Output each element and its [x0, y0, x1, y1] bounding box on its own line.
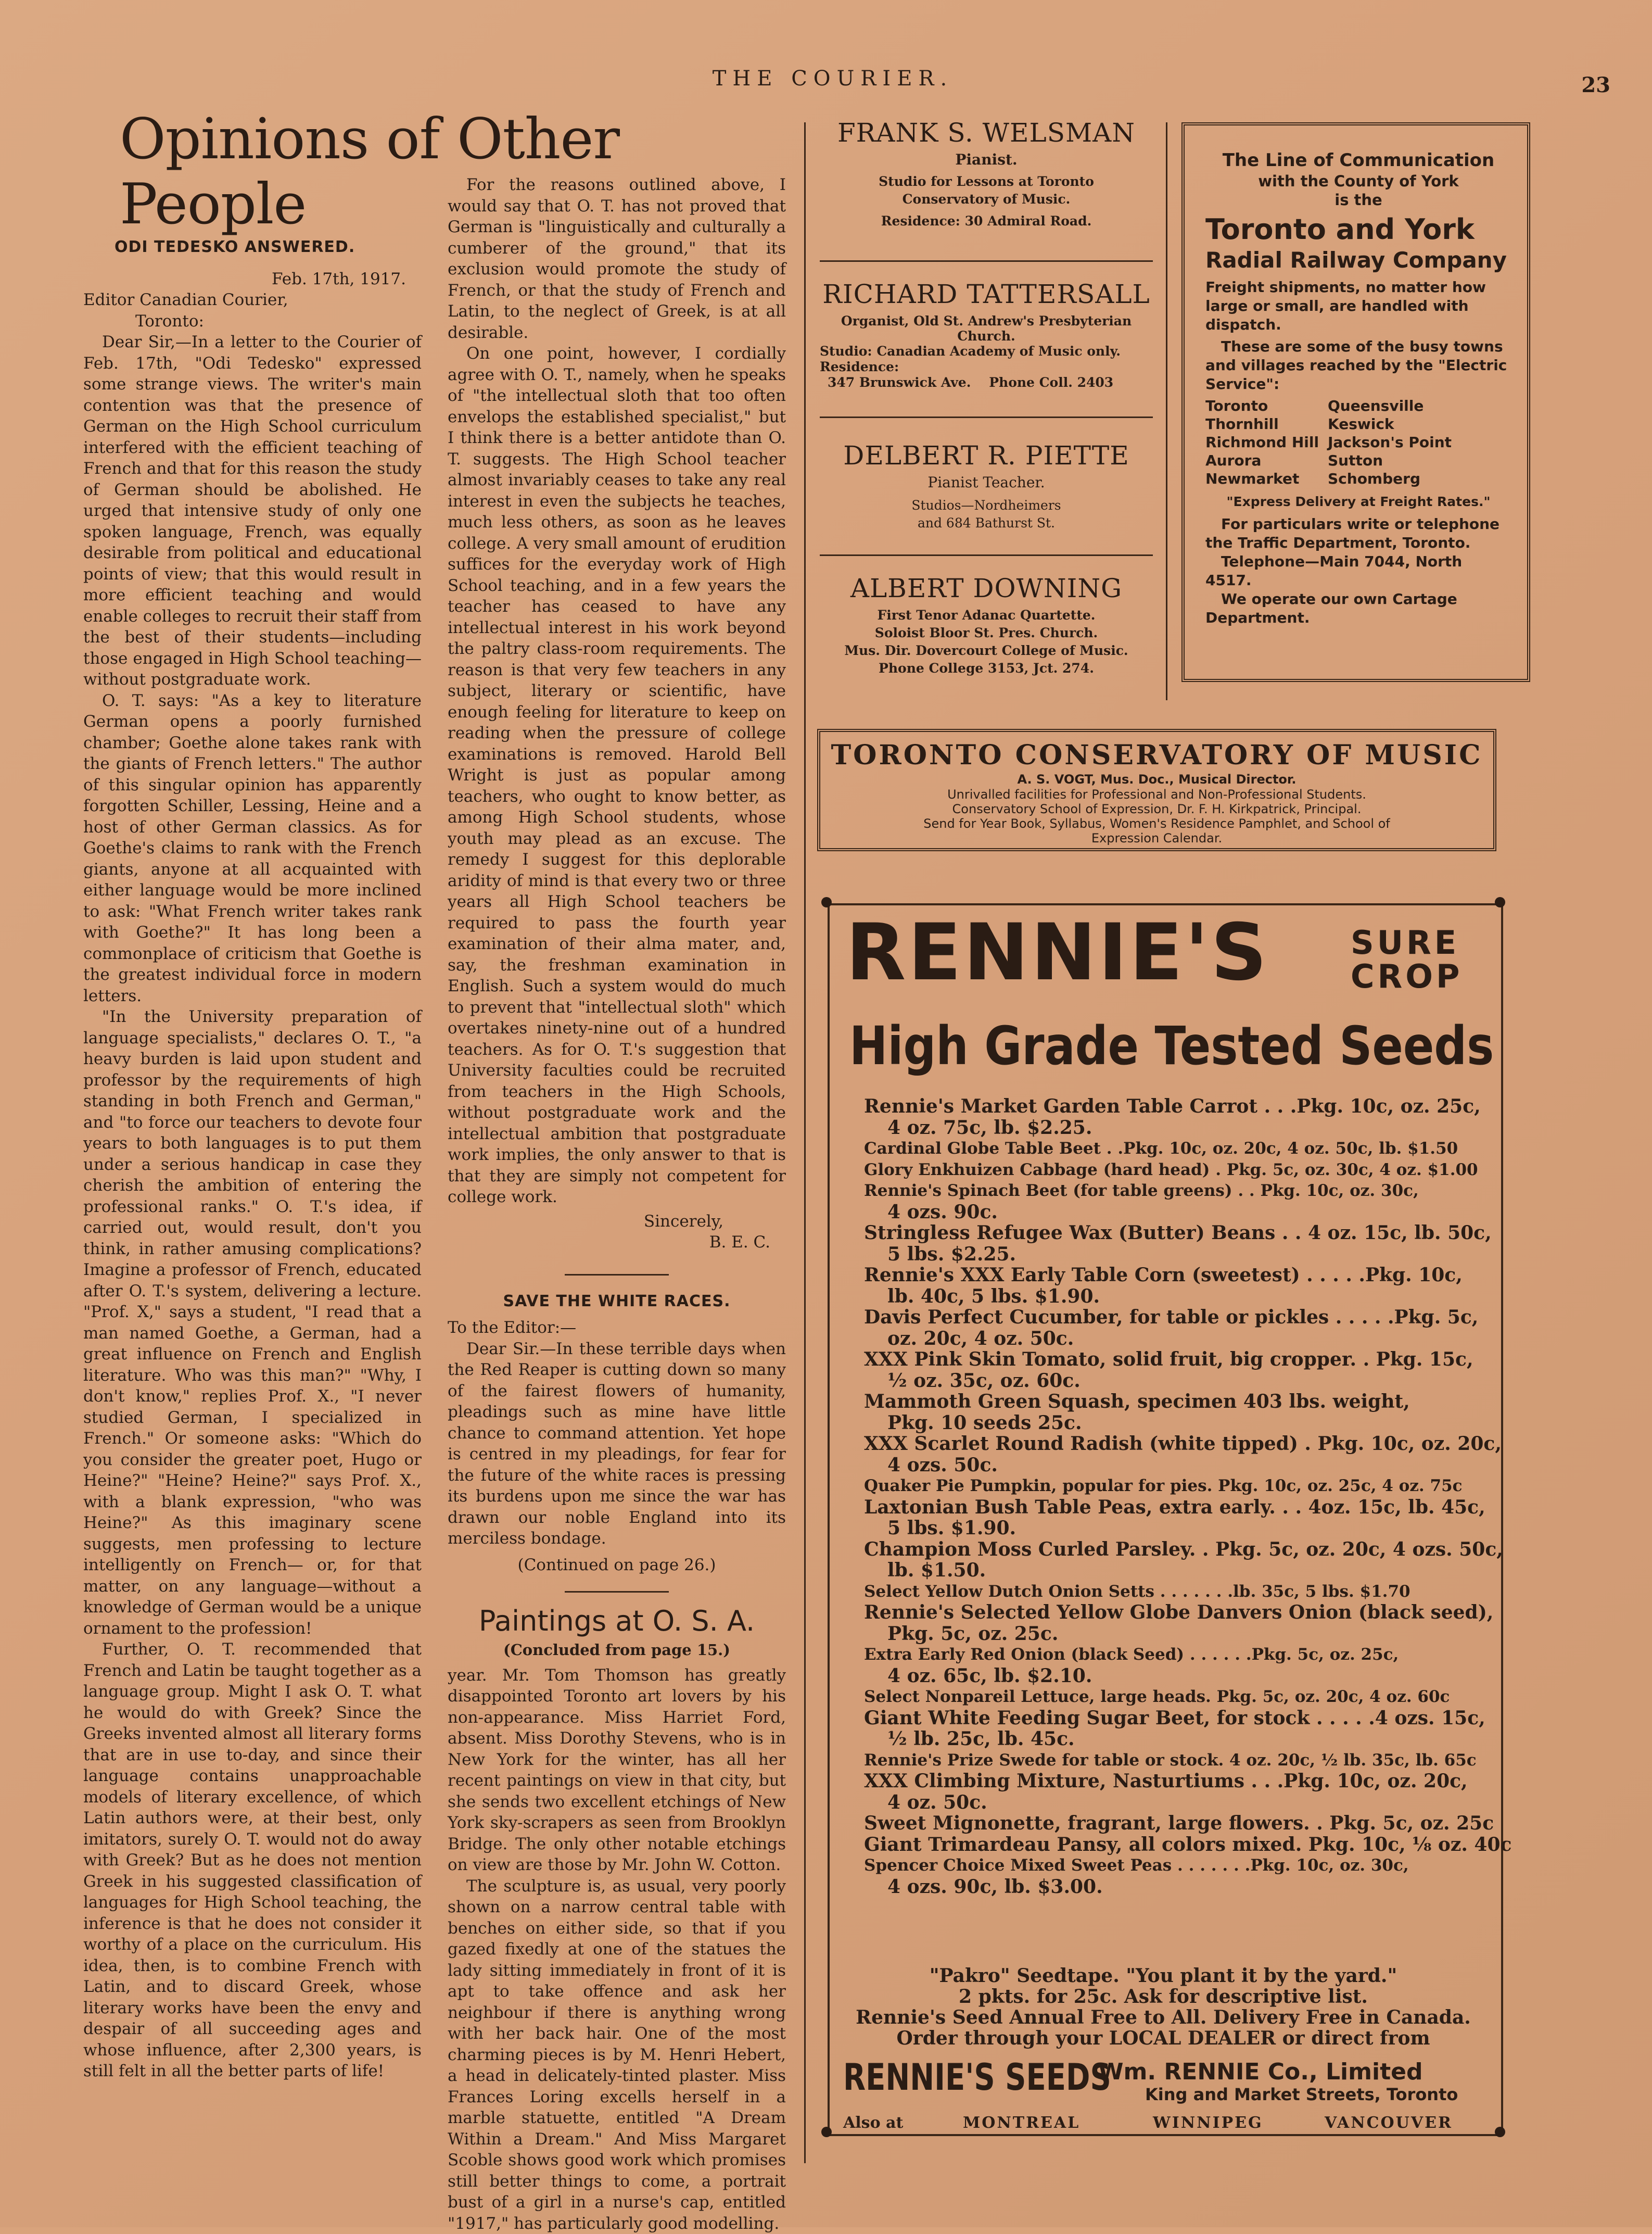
seed-item-line: Rennie's XXX Early Table Corn (sweetest) . . . . .Pkg. 10c,	[864, 1265, 1483, 1285]
divider	[565, 1274, 669, 1276]
towns-list	[1205, 397, 1511, 488]
seed-item-line: Stringless Refugee Wax (Butter) Beans . . 4 oz. 15c, lb. 50c,	[864, 1222, 1483, 1243]
seed-item-line: Giant Trimardeau Pansy, all colors mixed. Pkg. 10c, ⅛ oz. 40c	[864, 1834, 1483, 1855]
seed-item-line: Laxtonian Bush Table Peas, extra early. . . 4oz. 15c, lb. 45c,	[864, 1497, 1483, 1518]
card-name: ALBERT DOWNING	[817, 570, 1155, 607]
rennie-crop: CROP	[1351, 961, 1463, 993]
ad-line: Send for Year Book, Syllabus, Women's Residence Pamphlet, and School of	[831, 816, 1483, 831]
paintings-title: Paintings at O. S. A.	[448, 1603, 786, 1639]
card-name: FRANK S. WELSMAN	[817, 115, 1155, 151]
seed-item-line: Pkg. 10 seeds 25c.	[864, 1412, 1507, 1433]
divider	[820, 554, 1153, 556]
town-name: Toronto	[1205, 397, 1328, 415]
rennie-headline: High Grade Tested Seeds	[849, 1015, 1395, 1078]
card-line: Pianist.	[817, 151, 1155, 169]
town-name: Jackson's Point	[1328, 433, 1452, 451]
card-line: and 684 Bathurst St.	[817, 514, 1155, 532]
card-name: RICHARD TATTERSALL	[817, 276, 1155, 312]
footer-line: 2 pkts. for 25c. Ask for descriptive list.	[843, 1986, 1483, 2007]
town-row	[1205, 397, 1511, 415]
corner-dot	[1495, 897, 1505, 907]
card-line: Soloist Bloor St. Pres. Church.	[817, 624, 1155, 642]
card-line: Pianist Teacher.	[817, 474, 1155, 491]
paintings-paragraph: The sculpture is, as usual, very poorly shown on a narrow central table with benches on either side, so that if you gazed fixedly at one of the statues the lady sitting immediately in front of it is apt to take offence and ask her neighbour if there is anything wrong with her back hair. One of the most charming pieces is by M. Henri Hebert, a head in delicately-tinted plaster. Miss Frances Loring excells herself in a marble statuette, entitled "A Dream Within a Dream." And Miss Margaret Scoble shows good work which promises still better things to come, a portrait bust of a girl in a nurse's cap, entitled "1917," has particularly good modelling.	[448, 1876, 786, 2234]
seed-item-line: Giant White Feeding Sugar Beet, for stock . . . . .4 ozs. 15c,	[864, 1708, 1483, 1728]
divider	[820, 416, 1153, 418]
races-paragraph: Dear Sir.—In these terrible days when the Red Reaper is cutting down so many of the fairest flowers of humanity, pleadings such as mine have little chance to command attention. Yet hope is centred in my pleadings, for fear for the future of the white races is pressing its burdens upon me since the war has drawn our noble England into its merciless bondage.	[448, 1339, 786, 1549]
seed-item-line: Rennie's Market Garden Table Carrot . . .Pkg. 10c, oz. 25c,	[864, 1096, 1483, 1117]
card-line: Mus. Dir. Dovercourt College of Music.	[817, 642, 1155, 660]
town-name: Schomberg	[1328, 470, 1420, 488]
article-title: Opinions of Other People	[120, 107, 796, 237]
article-date: Feb. 17th, 1917.	[83, 269, 406, 290]
article-paragraph: For the reasons outlined above, I would say that O. T. has not proved that German is "linguistically and culturally a cumberer of the ground," that its exclusion would promote the study of French, or that the study of French and Latin, to the neglect of Greek, is at all desirable.	[448, 174, 786, 343]
card-line: Studio for Lessons at Toronto	[817, 173, 1155, 191]
signature: B. E. C.	[448, 1232, 770, 1253]
seed-item-line: ½ lb. 25c, lb. 45c.	[864, 1728, 1507, 1749]
town-row	[1205, 433, 1511, 451]
paintings-concluded: (Concluded from page 15.)	[448, 1639, 786, 1661]
seed-item-line: lb. $1.50.	[864, 1560, 1507, 1581]
ad-company-name: Toronto and York	[1205, 212, 1511, 247]
rennie-brand: RENNIE'S	[846, 908, 1269, 997]
seed-item-line: 4 oz. 50c.	[864, 1792, 1507, 1813]
ad-line: Conservatory School of Expression, Dr. F. H. Kirkpatrick, Principal.	[831, 802, 1483, 816]
seed-item-line: Davis Perfect Cucumber, for table or pickles . . . . .Pkg. 5c,	[864, 1307, 1483, 1328]
seed-item-line: oz. 20c, 4 oz. 50c.	[864, 1328, 1507, 1349]
town-row	[1205, 451, 1511, 470]
seed-item-line: XXX Scarlet Round Radish (white tipped) . Pkg. 10c, oz. 20c,	[864, 1433, 1483, 1454]
ad-text: For particulars write or telephone the Traffic Department, Toronto.	[1205, 515, 1511, 552]
city-montreal: MONTREAL	[963, 2114, 1080, 2132]
seed-item-line: Champion Moss Curled Parsley. . Pkg. 5c, oz. 20c, 4 ozs. 50c,	[864, 1539, 1483, 1560]
card-piette	[817, 437, 1155, 532]
seed-item-line: 4 ozs. 90c, lb. $3.00.	[864, 1876, 1507, 1897]
card-line: Residence: 30 Admiral Road.	[817, 212, 1155, 230]
article-column-2	[448, 174, 786, 2234]
also-at: Also at	[843, 2114, 903, 2132]
seed-item-line: Extra Early Red Onion (black Seed) . . . . . .Pkg. 5c, oz. 25c,	[864, 1644, 1483, 1665]
card-line: Church.	[817, 330, 1155, 343]
seed-item-line: Rennie's Selected Yellow Globe Danvers Onion (black seed),	[864, 1602, 1483, 1623]
seed-item-line: Select Nonpareil Lettuce, large heads. Pkg. 5c, oz. 20c, 4 oz. 60c	[864, 1686, 1483, 1707]
seed-item-line: XXX Climbing Mixture, Nasturtiums . . .Pkg. 10c, oz. 20c,	[864, 1771, 1483, 1791]
ad-line: with the County of York	[1205, 172, 1511, 191]
paintings-paragraph: year. Mr. Tom Thomson has greatly disappointed Toronto art lovers by his non-appearance. Miss Harriet Ford, absent. Miss Dorothy Stevens, who is in New York for the winter, has all her recent paintings on view in that city, but she sends two excellent etchings of New York sky-scrapers as seen from Brooklyn Bridge. The only other notable etchings on view are those by Mr. John W. Cotton.	[448, 1665, 786, 1876]
ad-text: We operate our own Cartage Department.	[1205, 590, 1511, 627]
rennie-address: King and Market Streets, Toronto	[1145, 2085, 1458, 2104]
rennie-company: Wm. RENNIE Co., Limited	[1098, 2059, 1422, 2085]
seed-item-line: Rennie's Spinach Beet (for table greens) . . Pkg. 10c, oz. 30c,	[864, 1180, 1483, 1201]
divider	[820, 260, 1153, 262]
seed-item-line: 5 lbs. $2.25.	[864, 1244, 1507, 1265]
town-row	[1205, 415, 1511, 433]
article-paragraph: Dear Sir,—In a letter to the Courier of Feb. 17th, "Odi Tedesko" expressed some strange views. The writer's main contention was that the presence of German on the High School curriculum interfered with the efficient teaching of French and that for this reason the study of German should be abolished. He urged that intensive study of only one spoken language, French, was equally desirable from political and educational points of view; that this would result in more efficient teaching and would enable colleges to recruit their staff from the best of their students—including those engaged in High School teaching—without postgraduate work.	[83, 332, 422, 690]
footer-line: Order through your LOCAL DEALER or direct from	[843, 2028, 1483, 2049]
card-line: Studios—Nordheimers	[817, 497, 1155, 514]
divider	[565, 1591, 669, 1593]
article-paragraph: O. T. says: "As a key to literature German opens a poorly furnished chamber; Goethe alone takes rank with the giants of French letters." The author of this singular opinion has apparently forgotten Schiller, Lessing, Heine and a host of other German classics. As for Goethe's claims to rank with the French giants, anyone at all acquainted with either language would be more inclined to ask: "What French writer takes rank with Goethe?" It has long been a commonplace of criticism that Goethe is the greatest individual force in modern letters.	[83, 690, 422, 1007]
city-winnipeg: WINNIPEG	[1153, 2114, 1263, 2132]
ad-text: Freight shipments, no matter how large or small, are handled with dispatch.	[1205, 278, 1511, 334]
seed-item-line: ½ oz. 35c, oz. 60c.	[864, 1370, 1507, 1391]
seed-item-line: Sweet Mignonette, fragrant, large flowers. . Pkg. 5c, oz. 25c	[864, 1813, 1483, 1834]
seed-item-line: Quaker Pie Pumpkin, popular for pies. Pkg. 10c, oz. 25c, 4 oz. 75c	[864, 1475, 1483, 1496]
card-line: 347 Brunswick Ave. Phone Coll. 2403	[817, 374, 1155, 392]
ad-text: Telephone—Main 7044, North 4517.	[1205, 552, 1511, 590]
seed-item-line: Cardinal Globe Table Beet . .Pkg. 10c, oz. 20c, 4 oz. 50c, lb. $1.50	[864, 1138, 1483, 1159]
ad-line: A. S. VOGT, Mus. Doc., Musical Director.	[831, 772, 1483, 787]
article-paragraph: "In the University preparation of language specialists," declares O. T., "a heavy burden is laid upon student and professor by the requirements of high standing in both French and German," and "to force our teachers to devote four years to both languages is to put them under a serious handicap in case they cherish the ambition of entering the professional ranks." O. T.'s idea, if carried out, would result, don't you think, in rather amusing complications? Imagine a professor of French, educated after O. T.'s system, delivering a lecture. "Prof. X," says a student, "I read that a man named Goethe, a German, had a great influence on French and English literature. Who was this man?" "Why, I don't know," replies Prof. X., "I never studied German, I specialized in French." Or someone asks: "Which do you consider the greater poet, Hugo or Heine?" "Heine? Heine?" says Prof. X., with a blank expression, "who was Heine?" As this imaginary scene suggests, men professing to lecture intelligently on French— or, for that matter, on any language—without a knowledge of German would be a unique ornament to the profession!	[83, 1006, 422, 1639]
town-name: Thornhill	[1205, 415, 1328, 433]
card-line: Organist, Old St. Andrew's Presbyterian	[817, 312, 1155, 330]
races-salutation: To the Editor:—	[448, 1317, 786, 1339]
seed-item-line: 4 ozs. 90c.	[864, 1202, 1507, 1222]
seed-item-line: 4 oz. 75c, lb. $2.25.	[864, 1117, 1507, 1138]
radial-railway-ad	[1181, 122, 1530, 682]
salutation: Editor Canadian Courier,	[83, 289, 422, 311]
seed-item-line: 4 oz. 65c, lb. $2.10.	[864, 1665, 1507, 1686]
continued-note: (Continued on page 26.)	[448, 1555, 786, 1576]
column-rule	[1166, 122, 1167, 700]
seed-item-line: Pkg. 5c, oz. 25c.	[864, 1623, 1507, 1644]
seed-item-line: XXX Pink Skin Tomato, solid fruit, big cropper. . Pkg. 15c,	[864, 1349, 1483, 1370]
seed-item-line: 4 ozs. 50c.	[864, 1455, 1507, 1475]
corner-dot	[1495, 2127, 1505, 2137]
closing: Sincerely,	[448, 1211, 723, 1232]
rennie-seeds-logo: RENNIE'S SEEDS	[843, 2056, 1111, 2098]
page-number: 23	[1581, 73, 1610, 97]
city-vancouver: VANCOUVER	[1325, 2114, 1453, 2132]
rennie-sure: SURE	[1351, 927, 1459, 959]
town-name: Keswick	[1328, 415, 1394, 433]
card-line: Residence:	[817, 360, 1155, 374]
ad-text: These are some of the busy towns and villages reached by the "Electric Service":	[1205, 337, 1511, 394]
seed-item-line: Select Yellow Dutch Onion Setts . . . . . . .lb. 35c, 5 lbs. $1.70	[864, 1581, 1483, 1602]
town-row	[1205, 470, 1511, 488]
footer-line: "Pakro" Seedtape. "You plant it by the yard."	[843, 1965, 1483, 1986]
article-paragraph: On one point, however, I cordially agree with O. T., namely, when he speaks of "the intellectual sloth that too often envelops the established specialist," but I think there is a better antidote than O. T. suggests. The High School teacher almost invariably ceases to take any real interest in even the subjects he teaches, much less others, as soon as he leaves college. A very small amount of erudition suffices for the everyday work of High School teaching, and in a few years the teacher has ceased to have any intellectual interest in his work beyond the paltry class-room requirements. The reason is that very few teachers in any subject, literary or scientific, have enough feeling for literature to keep on reading when the pressure of college examinations is removed. Harold Bell Wright is just as popular among teachers, who ought to know better, as among High School students, whose youth may plead as an excuse. The remedy I suggest for this deplorable aridity of mind is that every two or three years all High School teachers be required to pass the fourth year examination of their alma mater, and, say, the freshman examination in English. Such a system would do much to prevent that "intellectual sloth" which overtakes ninety-nine out of a hundred teachers. As for O. T.'s suggestion that University faculties could be recruited from teachers in the High Schools, without postgraduate work and the intellectual ambition that postgraduate work implies, the only answer to that is that they are simply not competent for college work.	[448, 343, 786, 1208]
seed-item-line: Rennie's Prize Swede for table or stock. 4 oz. 20c, ½ lb. 35c, lb. 65c	[864, 1750, 1483, 1771]
town-name: Newmarket	[1205, 470, 1328, 488]
town-name: Sutton	[1328, 451, 1383, 470]
seed-item-line: Mammoth Green Squash, specimen 403 lbs. weight,	[864, 1391, 1483, 1412]
card-line: Studio: Canadian Academy of Music only.	[817, 343, 1155, 360]
ad-text: "Express Delivery at Freight Rates."	[1205, 494, 1511, 510]
column-rule	[804, 122, 806, 2163]
footer-line: Rennie's Seed Annual Free to All. Delivery Free in Canada.	[843, 2007, 1483, 2028]
ad-line: is the	[1205, 191, 1511, 209]
town-name: Aurora	[1205, 451, 1328, 470]
races-subhead: SAVE THE WHITE RACES.	[448, 1291, 786, 1312]
ad-line: Unrivalled facilities for Professional and Non-Professional Students.	[831, 787, 1483, 802]
ad-line: The Line of Communication	[1205, 149, 1511, 172]
card-tattersall	[817, 276, 1155, 392]
card-line: Phone College 3153, Jct. 274.	[817, 660, 1155, 677]
card-line: First Tenor Adanac Quartette.	[817, 607, 1155, 624]
card-name: DELBERT R. PIETTE	[817, 437, 1155, 474]
ad-line: Expression Calendar.	[831, 831, 1483, 845]
card-downing	[817, 570, 1155, 677]
seed-item-line: Glory Enkhuizen Cabbage (hard head) . Pkg. 5c, oz. 30c, 4 oz. $1.00	[864, 1159, 1483, 1180]
ad-title: TORONTO CONSERVATORY OF MUSIC	[831, 739, 1483, 772]
rennie-footer	[843, 1965, 1483, 2049]
card-line: Conservatory of Music.	[817, 191, 1155, 208]
seed-item-line: lb. 40c, 5 lbs. $1.90.	[864, 1286, 1507, 1307]
town-name: Richmond Hill	[1205, 433, 1328, 451]
town-name: Queensville	[1328, 397, 1424, 415]
salutation-city: Toronto:	[83, 311, 422, 332]
ad-company-name: Radial Railway Company	[1205, 247, 1511, 274]
running-head: THE COURIER.	[573, 67, 1093, 91]
article-subhead: ODI TEDESKO ANSWERED.	[115, 237, 422, 258]
corner-dot	[821, 2127, 832, 2137]
article-column-1	[83, 237, 422, 2082]
seed-item-line: 5 lbs. $1.90.	[864, 1518, 1507, 1538]
corner-dot	[821, 897, 832, 907]
conservatory-ad	[817, 729, 1496, 851]
seed-item-line: Spencer Choice Mixed Sweet Peas . . . . . . .Pkg. 10c, oz. 30c,	[864, 1855, 1483, 1876]
article-paragraph: Further, O. T. recommended that French and Latin be taught together as a language group. Might I ask O. T. what he would do with Greek? Since the Greeks invented almost all literary forms that are in use to-day, and since their language contains unapproachable models of literary excellence, of which Latin authors were, at their best, only imitators, surely O. T. would not do away with Greek? But as he does not mention Greek in his suggested classification of languages for High School teaching, the inference is that he does not consider it worthy of a place on the curriculum. His idea, then, is to combine French with Latin, and to discard Greek, whose literary works have been the envy and despair of all succeeding ages and whose influence, after 2,300 years, is still felt in all the better parts of life!	[83, 1639, 422, 2082]
card-welsman	[817, 115, 1155, 230]
